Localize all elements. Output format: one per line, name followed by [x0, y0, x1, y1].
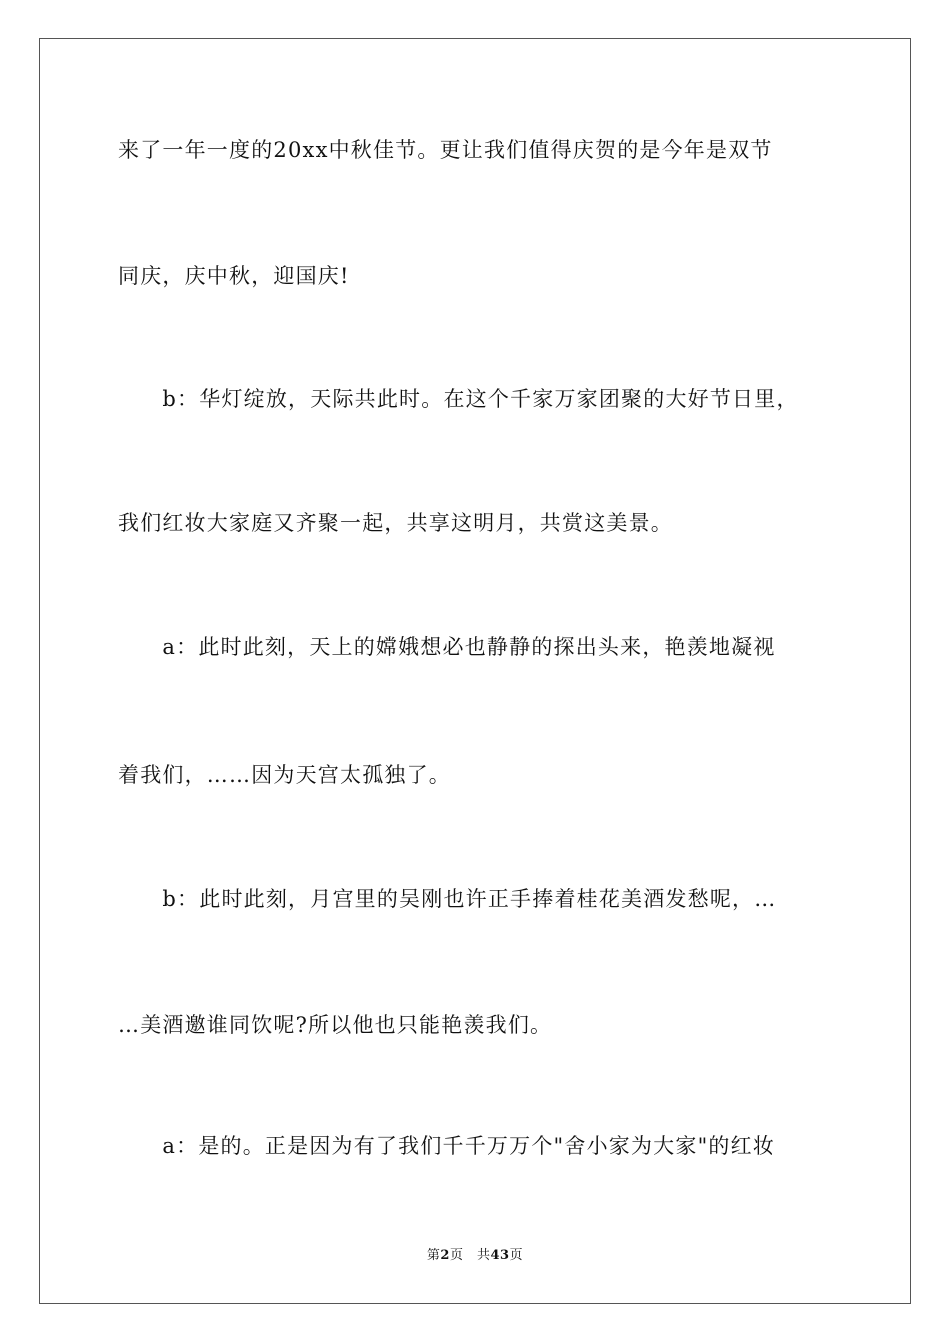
text-line-5: a：此时此刻，天上的嫦娥想必也静静的探出头来，艳羡地凝视 — [118, 635, 776, 659]
text-line-3: b：华灯绽放，天际共此时。在这个千家万家团聚的大好节日里， — [118, 387, 799, 411]
current-page-number: 2 — [440, 1248, 450, 1263]
page-border — [39, 38, 911, 1304]
footer-total-suffix: 页 — [509, 1248, 524, 1263]
text-line-8: …美酒邀谁同饮呢?所以他也只能艳羡我们。 — [118, 1013, 553, 1037]
text-line-9: a：是的。正是因为有了我们千千万万个"舍小家为大家"的红妆 — [118, 1134, 776, 1158]
text-line-4: 我们红妆大家庭又齐聚一起，共享这明月，共赏这美景。 — [118, 511, 673, 535]
page-footer — [0, 1246, 950, 1266]
text-line-6: 着我们，……因为天宫太孤独了。 — [118, 763, 451, 787]
footer-page-suffix: 页 共 — [449, 1248, 491, 1263]
footer-prefix: 第 — [426, 1248, 441, 1263]
text-line-2: 同庆，庆中秋，迎国庆! — [118, 264, 350, 288]
total-page-count: 43 — [490, 1248, 510, 1263]
text-line-1: 来了一年一度的20xx中秋佳节。更让我们值得庆贺的是今年是双节 — [118, 138, 773, 162]
text-line-7: b：此时此刻，月宫里的吴刚也许正手捧着桂花美酒发愁呢，… — [118, 887, 777, 911]
